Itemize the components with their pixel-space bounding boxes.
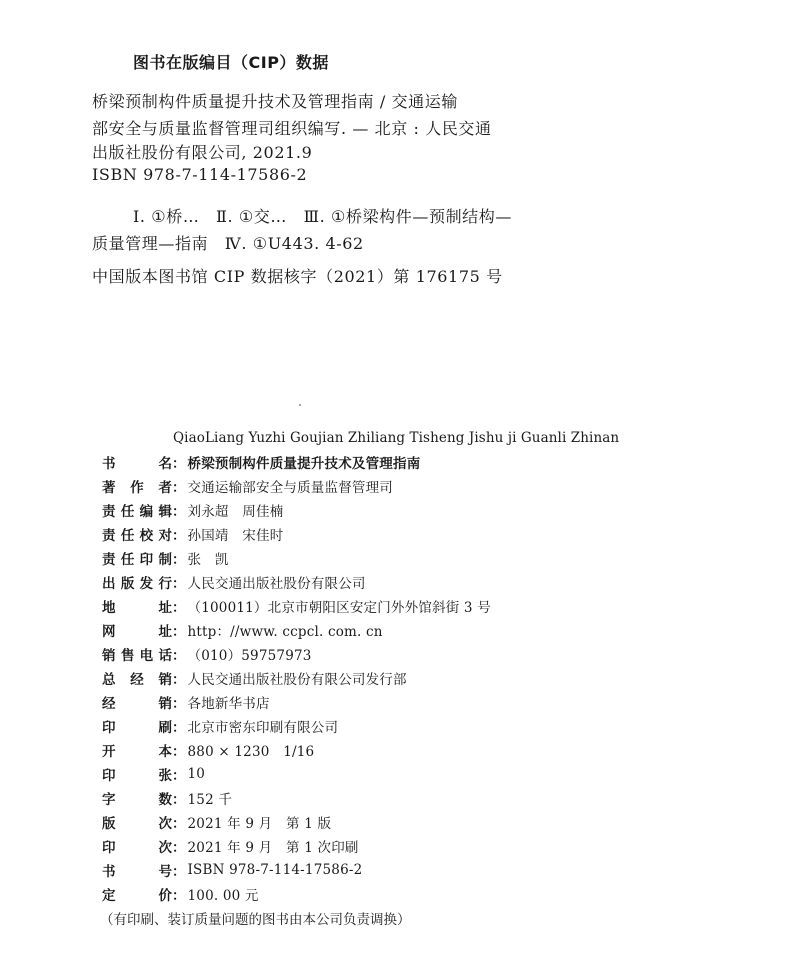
label-editor: 责任编辑 xyxy=(102,504,172,520)
value-publisher: 人民交通出版社股份有限公司 xyxy=(187,576,366,592)
cip-classification-line-2: 质量管理—指南 Ⅳ. ①U443. 4-62 xyxy=(92,234,364,253)
quality-notice: （有印刷、装订质量问题的图书由本公司负责调换） xyxy=(100,912,411,928)
label-address: 地 址 xyxy=(102,600,172,616)
row-print-supervisor: 责任印制 ： 张 凯 xyxy=(102,548,229,568)
cip-description-line-2: 部安全与质量监督管理司组织编写. — 北京 : 人民交通 xyxy=(92,119,492,138)
label-word-count: 字 数 xyxy=(102,792,172,808)
value-price: 100. 00 元 xyxy=(187,888,259,904)
label-author: 著 作 者 xyxy=(102,480,172,496)
label-impression: 印 次 xyxy=(102,840,172,856)
row-address: 地 址 ： （100011）北京市朝阳区安定门外外馆斜街 3 号 xyxy=(102,596,491,616)
cip-description-line-1: 桥梁预制构件质量提升技术及管理指南 / 交通运输 xyxy=(92,92,458,111)
row-distributor: 经 销 ： 各地新华书店 xyxy=(102,692,270,712)
value-impression: 2021 年 9 月 第 1 次印刷 xyxy=(187,840,359,856)
label-format: 开 本 xyxy=(102,744,172,760)
value-author: 交通运输部安全与质量监督管理司 xyxy=(187,480,393,496)
label-printed-sheets: 印 张 xyxy=(102,768,172,784)
value-printed-sheets: 10 xyxy=(187,766,206,782)
label-printer: 印 刷 xyxy=(102,720,172,736)
row-general-distributor: 总 经 销 ： 人民交通出版社股份有限公司发行部 xyxy=(102,668,407,688)
value-editor: 刘永超 周佳楠 xyxy=(187,504,284,520)
row-format: 开 本 ： 880 × 1230 1/16 xyxy=(102,740,314,760)
cip-title: 图书在版编目（CIP）数据 xyxy=(133,53,329,72)
value-website: http：//www. ccpcl. com. cn xyxy=(187,624,383,640)
label-isbn: 书 号 xyxy=(102,864,172,880)
value-sales-phone: （010）59757973 xyxy=(187,648,312,664)
label-price: 定 价 xyxy=(102,888,172,904)
cip-description-line-3: 出版社股份有限公司, 2021.9 xyxy=(92,143,313,162)
label-sales-phone: 销售电话 xyxy=(102,648,172,664)
label-print-supervisor: 责任印制 xyxy=(102,552,172,568)
value-distributor: 各地新华书店 xyxy=(187,696,270,712)
row-printed-sheets: 印 张 ： 10 xyxy=(102,766,206,784)
row-sales-phone: 销售电话 ： （010）59757973 xyxy=(102,644,312,664)
value-address: （100011）北京市朝阳区安定门外外馆斜街 3 号 xyxy=(187,600,491,616)
row-publisher: 出版发行 ： 人民交通出版社股份有限公司 xyxy=(102,572,366,592)
label-website: 网 址 xyxy=(102,624,172,640)
value-format: 880 × 1230 1/16 xyxy=(187,744,315,760)
value-book-title: 桥梁预制构件质量提升技术及管理指南 xyxy=(187,456,421,472)
value-print-supervisor: 张 凯 xyxy=(187,552,229,568)
cip-record-number: 中国版本图书馆 CIP 数据核字（2021）第 176175 号 xyxy=(92,267,503,286)
label-proofreader: 责任校对 xyxy=(102,528,172,544)
pinyin-title: QiaoLiang Yuzhi Goujian Zhiliang Tisheng Jishu ji Guanli Zhinan xyxy=(173,430,620,446)
label-distributor: 经 销 xyxy=(102,696,172,712)
row-author: 著 作 者 ： 交通运输部安全与质量监督管理司 xyxy=(102,476,393,496)
row-edition: 版 次 ： 2021 年 9 月 第 1 版 xyxy=(102,812,331,832)
label-book-title: 书 名 xyxy=(102,456,172,472)
cip-isbn: ISBN 978-7-114-17586-2 xyxy=(92,165,308,184)
value-proofreader: 孙国靖 宋佳时 xyxy=(187,528,284,544)
value-isbn: ISBN 978-7-114-17586-2 xyxy=(187,862,363,878)
value-general-distributor: 人民交通出版社股份有限公司发行部 xyxy=(187,672,407,688)
row-isbn: 书 号 ： ISBN 978-7-114-17586-2 xyxy=(102,862,363,880)
scan-speck xyxy=(299,404,301,406)
row-proofreader: 责任校对 ： 孙国靖 宋佳时 xyxy=(102,524,283,544)
row-impression: 印 次 ： 2021 年 9 月 第 1 次印刷 xyxy=(102,836,359,856)
label-edition: 版 次 xyxy=(102,816,172,832)
row-price: 定 价 ： 100. 00 元 xyxy=(102,884,259,904)
value-word-count: 152 千 xyxy=(187,792,233,808)
cip-classification-line-1: Ⅰ. ①桥… Ⅱ. ①交… Ⅲ. ①桥梁构件—预制结构— xyxy=(133,207,512,226)
row-book-title: 书 名 ： 桥梁预制构件质量提升技术及管理指南 xyxy=(102,452,420,472)
value-printer: 北京市密东印刷有限公司 xyxy=(187,720,339,736)
row-word-count: 字 数 ： 152 千 xyxy=(102,788,232,808)
row-website: 网 址 ： http：//www. ccpcl. com. cn xyxy=(102,620,383,640)
value-edition: 2021 年 9 月 第 1 版 xyxy=(187,816,332,832)
label-publisher: 出版发行 xyxy=(102,576,172,592)
row-editor: 责任编辑 ： 刘永超 周佳楠 xyxy=(102,500,283,520)
label-general-distributor: 总 经 销 xyxy=(102,672,172,688)
row-printer: 印 刷 ： 北京市密东印刷有限公司 xyxy=(102,716,338,736)
